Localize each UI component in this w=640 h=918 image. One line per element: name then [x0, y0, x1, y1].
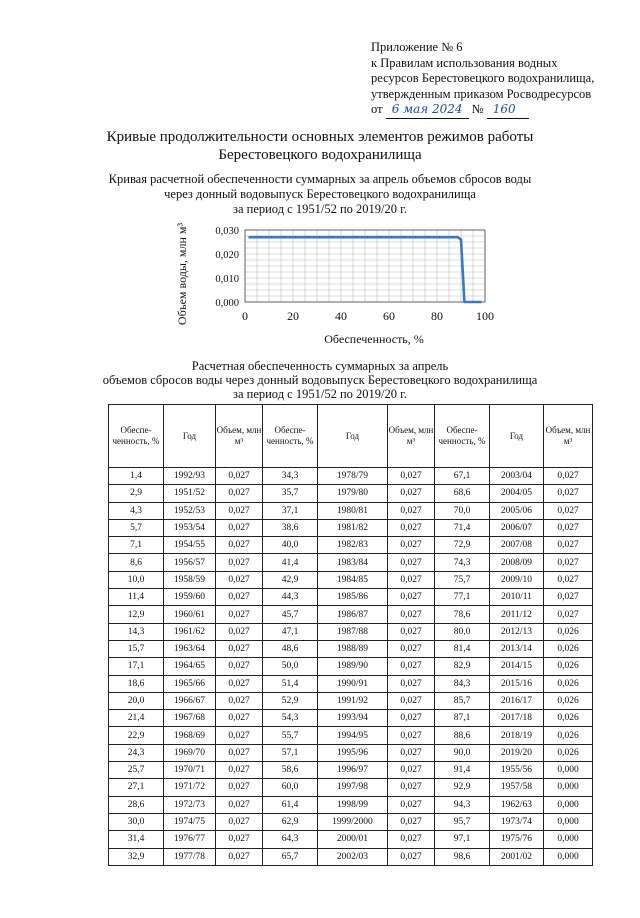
cell-vol: 0,027	[216, 692, 263, 709]
cell-year: 1958/59	[164, 571, 216, 588]
document-title-line-1: Кривые продолжительности основных элементов режимов работы	[106, 129, 534, 145]
cell-prob: 68,6	[435, 485, 490, 502]
cell-year: 1970/71	[164, 762, 216, 779]
cell-year: 2017/18	[490, 710, 544, 727]
cell-year: 2016/17	[490, 692, 544, 709]
table-header-row	[109, 405, 593, 468]
cell-year: 1982/83	[318, 537, 388, 554]
cell-prob: 21,4	[109, 710, 164, 727]
appendix-date-prefix: от	[371, 102, 383, 116]
cell-vol: 0,027	[544, 537, 593, 554]
cell-year: 1960/61	[164, 606, 216, 623]
appendix-number-label: №	[471, 102, 484, 116]
cell-vol: 0,026	[544, 710, 593, 727]
cell-vol: 0,027	[388, 485, 435, 502]
cell-vol: 0,027	[388, 554, 435, 571]
cell-prob: 42,9	[263, 571, 318, 588]
header-probability: Обеспе-ченность, %	[263, 405, 318, 468]
cell-vol: 0,026	[544, 692, 593, 709]
cell-prob: 44,3	[263, 589, 318, 606]
table-row	[109, 658, 593, 675]
cell-year: 1951/52	[164, 485, 216, 502]
cell-vol: 0,027	[216, 779, 263, 796]
table-row	[109, 675, 593, 692]
cell-year: 2019/20	[490, 744, 544, 761]
y-tick-label: 0,030	[215, 226, 239, 237]
table-row	[109, 537, 593, 554]
cell-year: 1953/54	[164, 519, 216, 536]
header-volume: Объем, млн м³	[544, 405, 593, 468]
table-row	[109, 710, 593, 727]
cell-prob: 72,9	[435, 537, 490, 554]
cell-vol: 0,000	[544, 762, 593, 779]
cell-vol: 0,026	[544, 640, 593, 657]
cell-vol: 0,027	[216, 762, 263, 779]
cell-vol: 0,027	[388, 658, 435, 675]
cell-prob: 94,3	[435, 796, 490, 813]
cell-year: 1997/98	[318, 779, 388, 796]
y-tick-label: 0,000	[215, 298, 239, 309]
cell-vol: 0,027	[216, 519, 263, 536]
cell-vol: 0,027	[216, 727, 263, 744]
cell-year: 1996/97	[318, 762, 388, 779]
cell-vol: 0,027	[216, 640, 263, 657]
cell-prob: 14,3	[109, 623, 164, 640]
table-row	[109, 589, 593, 606]
cell-vol: 0,027	[388, 813, 435, 830]
probability-chart	[172, 218, 502, 348]
table-row	[109, 813, 593, 830]
cell-vol: 0,027	[216, 485, 263, 502]
cell-vol: 0,027	[388, 519, 435, 536]
appendix-line-2: к Правилам использования водных	[371, 55, 558, 70]
cell-vol: 0,027	[388, 762, 435, 779]
cell-prob: 1,4	[109, 468, 164, 485]
cell-vol: 0,027	[544, 485, 593, 502]
cell-year: 2012/13	[490, 623, 544, 640]
cell-year: 2013/14	[490, 640, 544, 657]
cell-year: 2015/16	[490, 675, 544, 692]
cell-prob: 85,7	[435, 692, 490, 709]
cell-vol: 0,027	[216, 502, 263, 519]
chart-title-line-2: через донный водовыпуск Берестовецкого водохранилища	[164, 187, 476, 201]
cell-vol: 0,027	[388, 623, 435, 640]
table-row	[109, 727, 593, 744]
cell-prob: 81,4	[435, 640, 490, 657]
cell-year: 1955/56	[490, 762, 544, 779]
chart-title-line-1: Кривая расчетной обеспеченности суммарных за апрель объемов сбросов воды	[108, 172, 532, 186]
cell-prob: 67,1	[435, 468, 490, 485]
cell-prob: 4,3	[109, 502, 164, 519]
cell-vol: 0,027	[216, 744, 263, 761]
cell-prob: 70,0	[435, 502, 490, 519]
cell-year: 1998/99	[318, 796, 388, 813]
chart-title-line-3: за период с 1951/52 по 2019/20 г.	[233, 202, 407, 216]
cell-year: 2014/15	[490, 658, 544, 675]
cell-vol: 0,027	[388, 640, 435, 657]
cell-vol: 0,027	[388, 796, 435, 813]
cell-prob: 30,0	[109, 813, 164, 830]
cell-year: 2000/01	[318, 831, 388, 848]
cell-prob: 37,1	[263, 502, 318, 519]
cell-prob: 5,7	[109, 519, 164, 536]
table-row	[109, 571, 593, 588]
handwritten-number: 160	[487, 102, 529, 119]
cell-vol: 0,027	[388, 710, 435, 727]
cell-vol: 0,027	[216, 675, 263, 692]
appendix-line-5	[371, 102, 594, 119]
cell-prob: 41,4	[263, 554, 318, 571]
cell-prob: 74,3	[435, 554, 490, 571]
cell-vol: 0,000	[544, 779, 593, 796]
cell-year: 2011/12	[490, 606, 544, 623]
cell-prob: 17,1	[109, 658, 164, 675]
table-title-line-1: Расчетная обеспеченность суммарных за апрель	[191, 359, 449, 373]
cell-vol: 0,027	[216, 848, 263, 865]
cell-prob: 18,6	[109, 675, 164, 692]
cell-year: 2006/07	[490, 519, 544, 536]
cell-year: 2003/04	[490, 468, 544, 485]
cell-year: 1966/67	[164, 692, 216, 709]
cell-year: 2004/05	[490, 485, 544, 502]
cell-prob: 65,7	[263, 848, 318, 865]
cell-year: 1979/80	[318, 485, 388, 502]
cell-year: 1999/2000	[318, 813, 388, 830]
cell-year: 2009/10	[490, 571, 544, 588]
cell-prob: 22,9	[109, 727, 164, 744]
cell-vol: 0,027	[388, 606, 435, 623]
table-row	[109, 519, 593, 536]
cell-prob: 78,6	[435, 606, 490, 623]
table-row	[109, 779, 593, 796]
cell-vol: 0,027	[544, 554, 593, 571]
cell-vol: 0,027	[388, 589, 435, 606]
cell-prob: 45,7	[263, 606, 318, 623]
cell-prob: 32,9	[109, 848, 164, 865]
cell-year: 1954/55	[164, 537, 216, 554]
cell-year: 1972/73	[164, 796, 216, 813]
cell-prob: 91,4	[435, 762, 490, 779]
cell-year: 1992/93	[164, 468, 216, 485]
table-row	[109, 468, 593, 485]
cell-prob: 84,3	[435, 675, 490, 692]
header-year: Год	[318, 405, 388, 468]
cell-prob: 90,0	[435, 744, 490, 761]
cell-prob: 34,3	[263, 468, 318, 485]
cell-prob: 60,0	[263, 779, 318, 796]
header-volume: Объем, млн м³	[216, 405, 263, 468]
cell-prob: 75,7	[435, 571, 490, 588]
document-title-line-2: Берестовецкого водохранилища	[218, 147, 422, 163]
x-tick-label: 100	[476, 309, 494, 323]
cell-prob: 88,6	[435, 727, 490, 744]
cell-prob: 10,0	[109, 571, 164, 588]
cell-prob: 25,7	[109, 762, 164, 779]
cell-vol: 0,027	[388, 468, 435, 485]
cell-prob: 95,7	[435, 813, 490, 830]
cell-year: 1963/64	[164, 640, 216, 657]
cell-vol: 0,000	[544, 796, 593, 813]
cell-vol: 0,027	[216, 537, 263, 554]
cell-year: 1984/85	[318, 571, 388, 588]
cell-prob: 7,1	[109, 537, 164, 554]
cell-prob: 51,4	[263, 675, 318, 692]
cell-prob: 54,3	[263, 710, 318, 727]
cell-vol: 0,027	[388, 831, 435, 848]
cell-prob: 24,3	[109, 744, 164, 761]
cell-vol: 0,027	[544, 519, 593, 536]
x-tick-label: 40	[335, 309, 347, 323]
cell-prob: 20,0	[109, 692, 164, 709]
header-year: Год	[490, 405, 544, 468]
cell-year: 1994/95	[318, 727, 388, 744]
cell-year: 1975/76	[490, 831, 544, 848]
cell-prob: 92,9	[435, 779, 490, 796]
cell-vol: 0,027	[216, 831, 263, 848]
cell-year: 2018/19	[490, 727, 544, 744]
cell-year: 1991/92	[318, 692, 388, 709]
cell-year: 1977/78	[164, 848, 216, 865]
cell-prob: 50,0	[263, 658, 318, 675]
cell-prob: 11,4	[109, 589, 164, 606]
cell-prob: 15,7	[109, 640, 164, 657]
cell-year: 1964/65	[164, 658, 216, 675]
appendix-block	[371, 40, 594, 119]
cell-year: 1983/84	[318, 554, 388, 571]
cell-vol: 0,027	[216, 571, 263, 588]
appendix-line-3: ресурсов Берестовецкого водохранилища,	[371, 71, 595, 85]
cell-prob: 62,9	[263, 813, 318, 830]
chart-x-axis-label: Обеспеченность, %	[324, 332, 424, 346]
table-title-line-3: за период с 1951/52 по 2019/20 г.	[233, 387, 407, 401]
cell-year: 1962/63	[490, 796, 544, 813]
x-tick-label: 0	[242, 309, 248, 323]
cell-prob: 52,9	[263, 692, 318, 709]
cell-prob: 57,1	[263, 744, 318, 761]
cell-year: 1971/72	[164, 779, 216, 796]
cell-prob: 77,1	[435, 589, 490, 606]
cell-vol: 0,027	[388, 727, 435, 744]
cell-year: 1968/69	[164, 727, 216, 744]
cell-year: 1967/68	[164, 710, 216, 727]
chart-title	[80, 172, 560, 217]
table-row	[109, 762, 593, 779]
cell-vol: 0,027	[216, 813, 263, 830]
header-year: Год	[164, 405, 216, 468]
cell-prob: 2,9	[109, 485, 164, 502]
cell-vol: 0,026	[544, 658, 593, 675]
cell-vol: 0,027	[216, 658, 263, 675]
cell-year: 1990/91	[318, 675, 388, 692]
probability-table	[108, 404, 593, 866]
cell-year: 2002/03	[318, 848, 388, 865]
cell-year: 1959/60	[164, 589, 216, 606]
cell-vol: 0,026	[544, 623, 593, 640]
table-row	[109, 831, 593, 848]
cell-vol: 0,027	[544, 571, 593, 588]
document-title	[60, 128, 580, 164]
cell-vol: 0,027	[388, 537, 435, 554]
cell-vol: 0,027	[388, 502, 435, 519]
x-tick-label: 20	[287, 309, 299, 323]
table-row	[109, 606, 593, 623]
table-row	[109, 692, 593, 709]
cell-vol: 0,000	[544, 831, 593, 848]
x-tick-label: 80	[431, 309, 443, 323]
cell-prob: 82,9	[435, 658, 490, 675]
cell-prob: 35,7	[263, 485, 318, 502]
header-probability: Обеспе-ченность, %	[109, 405, 164, 468]
cell-vol: 0,027	[388, 675, 435, 692]
table-row	[109, 502, 593, 519]
cell-year: 1976/77	[164, 831, 216, 848]
cell-prob: 64,3	[263, 831, 318, 848]
cell-vol: 0,027	[216, 468, 263, 485]
cell-year: 1969/70	[164, 744, 216, 761]
cell-prob: 58,6	[263, 762, 318, 779]
cell-year: 1957/58	[490, 779, 544, 796]
chart-y-axis-label: Объем воды, млн м³	[175, 222, 189, 326]
cell-vol: 0,000	[544, 813, 593, 830]
cell-vol: 0,027	[388, 571, 435, 588]
cell-prob: 61,4	[263, 796, 318, 813]
cell-prob: 97,1	[435, 831, 490, 848]
x-tick-label: 60	[383, 309, 395, 323]
cell-year: 1989/90	[318, 658, 388, 675]
cell-year: 1988/89	[318, 640, 388, 657]
cell-vol: 0,027	[216, 606, 263, 623]
header-probability: Обеспе-ченность, %	[435, 405, 490, 468]
cell-year: 1978/79	[318, 468, 388, 485]
cell-vol: 0,000	[544, 848, 593, 865]
cell-prob: 28,6	[109, 796, 164, 813]
cell-prob: 31,4	[109, 831, 164, 848]
cell-prob: 8,6	[109, 554, 164, 571]
cell-year: 1987/88	[318, 623, 388, 640]
cell-vol: 0,026	[544, 744, 593, 761]
cell-year: 1952/53	[164, 502, 216, 519]
cell-vol: 0,027	[216, 623, 263, 640]
table-body	[109, 468, 593, 866]
cell-prob: 12,9	[109, 606, 164, 623]
cell-year: 1995/96	[318, 744, 388, 761]
cell-prob: 40,0	[263, 537, 318, 554]
cell-prob: 87,1	[435, 710, 490, 727]
cell-year: 1956/57	[164, 554, 216, 571]
cell-vol: 0,027	[544, 502, 593, 519]
table-row	[109, 485, 593, 502]
cell-year: 1980/81	[318, 502, 388, 519]
cell-vol: 0,027	[544, 606, 593, 623]
chart-grid	[245, 230, 485, 302]
appendix-line-4: утвержденным приказом Росводресурсов	[371, 86, 592, 101]
cell-prob: 98,6	[435, 848, 490, 865]
table-title	[60, 359, 580, 401]
cell-year: 1974/75	[164, 813, 216, 830]
header-volume: Объем, млн м³	[388, 405, 435, 468]
cell-vol: 0,027	[544, 589, 593, 606]
table-row	[109, 744, 593, 761]
table-title-line-2: объемов сбросов воды через донный водовыпуск Берестовецкого водохранилища	[102, 373, 538, 387]
cell-prob: 71,4	[435, 519, 490, 536]
cell-prob: 47,1	[263, 623, 318, 640]
y-tick-label: 0,020	[215, 250, 239, 261]
cell-vol: 0,027	[388, 779, 435, 796]
cell-year: 1973/74	[490, 813, 544, 830]
table-row	[109, 623, 593, 640]
cell-year: 2008/09	[490, 554, 544, 571]
cell-year: 1981/82	[318, 519, 388, 536]
handwritten-date: 6 мая 2024	[386, 102, 469, 119]
cell-vol: 0,027	[216, 554, 263, 571]
cell-year: 2001/02	[490, 848, 544, 865]
table-row	[109, 554, 593, 571]
table-row	[109, 640, 593, 657]
cell-year: 1986/87	[318, 606, 388, 623]
cell-prob: 48,6	[263, 640, 318, 657]
table-row	[109, 848, 593, 865]
cell-year: 1985/86	[318, 589, 388, 606]
cell-prob: 55,7	[263, 727, 318, 744]
cell-vol: 0,027	[388, 744, 435, 761]
cell-year: 2005/06	[490, 502, 544, 519]
cell-year: 2010/11	[490, 589, 544, 606]
cell-year: 1965/66	[164, 675, 216, 692]
cell-vol: 0,026	[544, 727, 593, 744]
cell-vol: 0,027	[216, 710, 263, 727]
y-tick-label: 0,010	[215, 274, 239, 285]
cell-prob: 38,6	[263, 519, 318, 536]
cell-year: 1961/62	[164, 623, 216, 640]
cell-year: 1993/94	[318, 710, 388, 727]
cell-vol: 0,027	[216, 796, 263, 813]
appendix-line-1: Приложение № 6	[371, 40, 463, 54]
cell-prob: 27,1	[109, 779, 164, 796]
cell-vol: 0,027	[216, 589, 263, 606]
cell-year: 2007/08	[490, 537, 544, 554]
cell-prob: 80,0	[435, 623, 490, 640]
cell-vol: 0,027	[388, 848, 435, 865]
table-row	[109, 796, 593, 813]
cell-vol: 0,027	[388, 692, 435, 709]
cell-vol: 0,027	[544, 468, 593, 485]
cell-vol: 0,026	[544, 675, 593, 692]
